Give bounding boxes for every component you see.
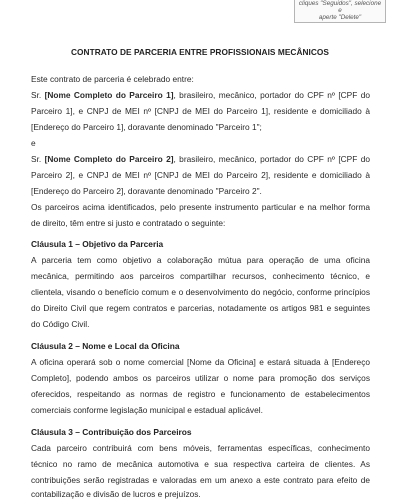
clause1-heading: Cláusula 1 – Objetivo da Parceria <box>31 239 164 249</box>
preamble-line: de direito, têm entre si justo e contratado o seguinte: <box>31 218 226 228</box>
clause3-line: técnico no ramo de mecânica automotiva e sua respectiva carteira de clientes. As <box>31 459 370 469</box>
preamble-line: Os parceiros acima identificados, pelo presente instrumento particular e na melhor forma <box>31 202 370 212</box>
clause1-line: do Direito Civil que regem contratos e parcerias, notadamente os artigos 981 e seguintes <box>31 303 370 313</box>
clause2-line: oferecidos, respeitando as normas de registro e funcionamento de estabelecimentos <box>31 389 370 399</box>
clause3-line: contribuições serão registradas e valoradas em um anexo a este contrato para efeito de <box>31 475 370 485</box>
clause2-line: Completo], podendo ambos os parceiros utilizar o nome para promoção dos serviços <box>31 373 370 383</box>
clause2-heading: Cláusula 2 – Nome e Local da Oficina <box>31 341 180 351</box>
intro-text: Este contrato de parceria é celebrado entre: <box>31 74 194 84</box>
party2-line: Sr. [Nome Completo do Parceiro 2], brasileiro, mecânico, portador do CPF nº [CPF do <box>31 154 370 164</box>
party2-line: Parceiro 2], e CNPJ de MEI nº [CNPJ de MEI do Parceiro 2], residente e domiciliado à <box>31 170 370 180</box>
clause2-line: A oficina operará sob o nome comercial [Nome da Oficina] e estará situada à [Endereço <box>31 357 370 367</box>
conjunction: e <box>31 138 36 148</box>
editing-tip-box <box>294 0 386 23</box>
clause3-line: Cada parceiro contribuirá com bens móveis, ferramentas específicas, conhecimento <box>31 443 370 453</box>
party2-name-placeholder[interactable]: [Nome Completo do Parceiro 2] <box>44 154 174 164</box>
editing-tip-line: cliques "Seguidos", selecione e <box>298 0 382 14</box>
party1-line: Parceiro 1], e CNPJ de MEI nº [CNPJ de MEI do Parceiro 1], residente e domiciliado à <box>31 106 370 116</box>
editing-tip-line: aperte "Delete" <box>318 14 362 21</box>
party2-line: [Endereço do Parceiro 2], doravante denominado "Parceiro 2". <box>31 186 262 196</box>
clause1-line: mecânica, permitindo aos parceiros compartilhar recursos, conhecimento técnico, e <box>31 271 370 281</box>
party1-line: Sr. [Nome Completo do Parceiro 1], brasileiro, mecânico, portador do CPF nº [CPF do <box>31 90 370 100</box>
party1-line: [Endereço do Parceiro 1], doravante denominado "Parceiro 1"; <box>31 122 262 132</box>
party1-name-placeholder[interactable]: [Nome Completo do Parceiro 1] <box>44 90 174 100</box>
document-title: CONTRATO DE PARCERIA ENTRE PROFISSIONAIS MECÂNICOS <box>70 47 330 57</box>
clause2-line: comerciais conforme legislação municipal e estadual aplicável. <box>31 405 263 415</box>
clause3-heading: Cláusula 3 – Contribuição dos Parceiros <box>31 427 192 437</box>
clause3-line: contabilização e divisão de lucros e prejuízos. <box>31 489 201 499</box>
clause1-line: do Código Civil. <box>31 319 90 329</box>
clause1-line: clientela, visando o benefício comum e o desenvolvimento do negócio, conforme princípios <box>31 287 370 297</box>
clause1-line: A parceria tem como objetivo a colaboração mútua para operação de uma oficina <box>31 255 370 265</box>
